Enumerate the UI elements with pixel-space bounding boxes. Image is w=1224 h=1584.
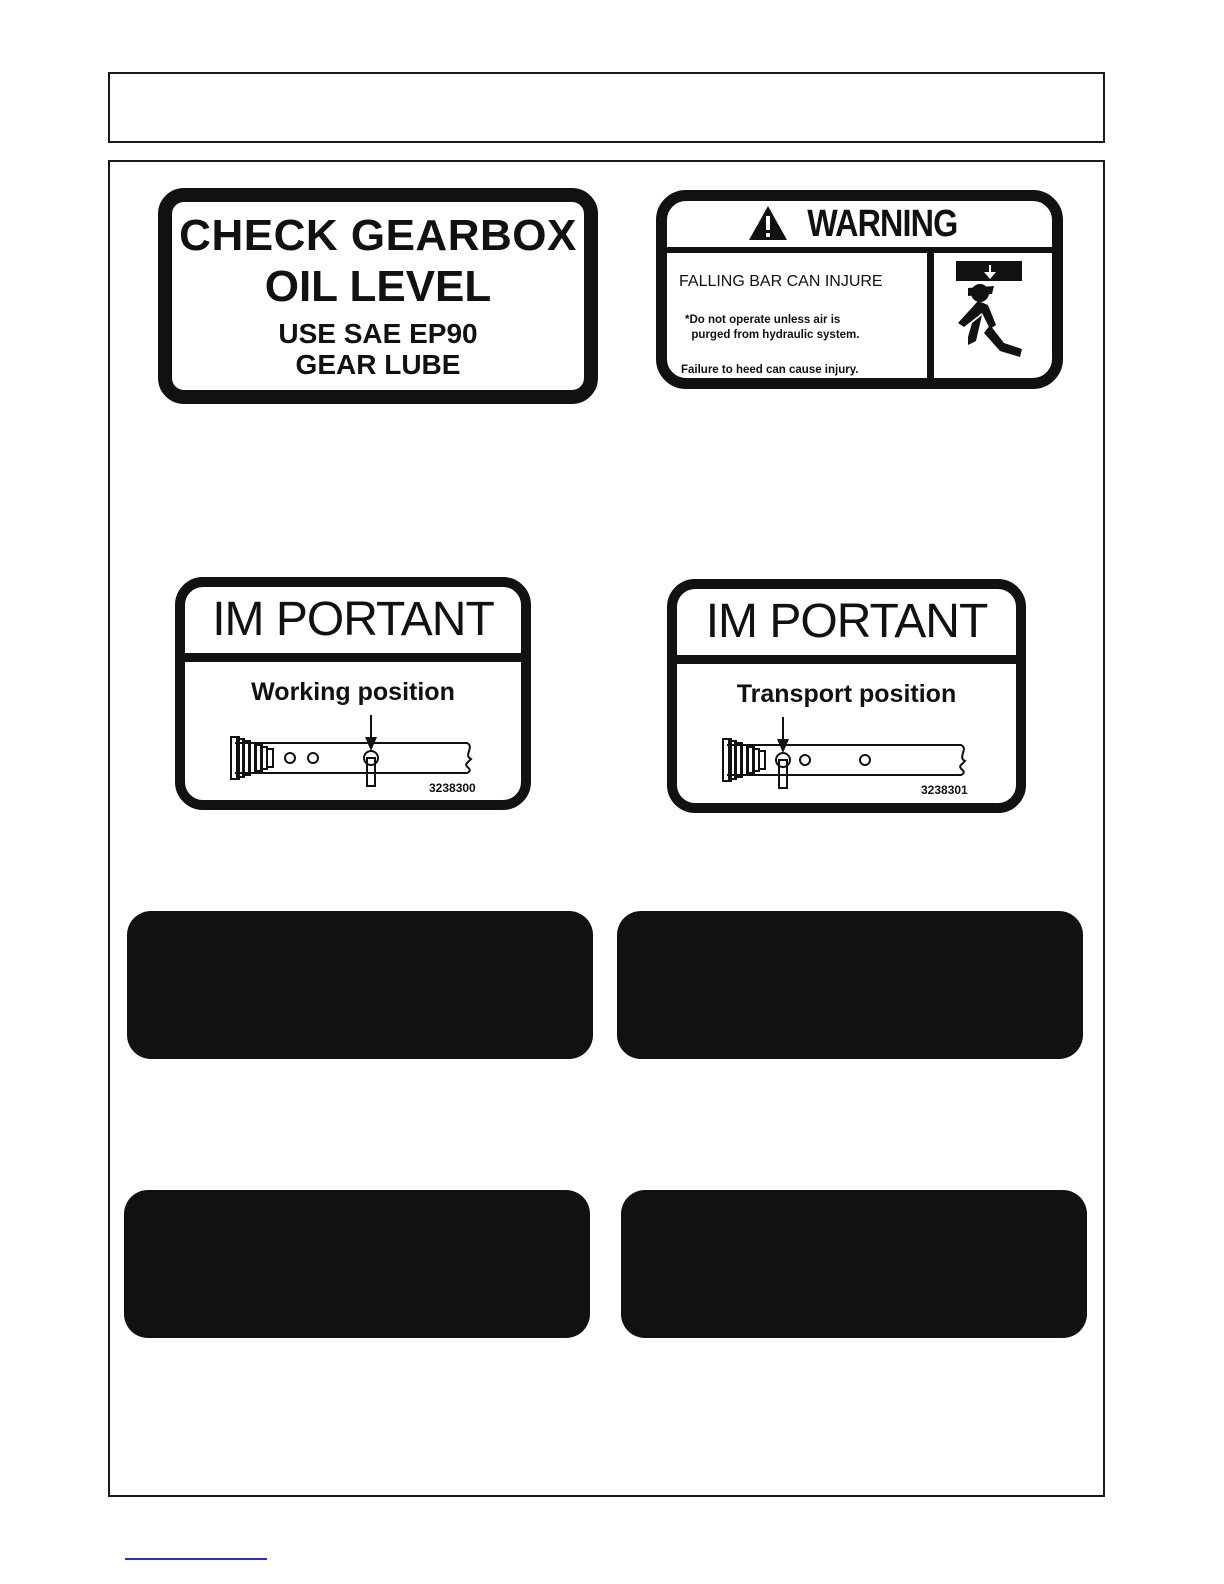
working-subtitle: Working position	[251, 678, 455, 706]
warning-divider	[927, 253, 934, 378]
falling-bar-hazard-icon	[934, 253, 1048, 378]
black-decal-panel-4	[621, 1190, 1087, 1338]
decal-important-working	[175, 577, 531, 810]
gearbox-line-2: OIL LEVEL	[264, 262, 492, 311]
gearbox-line-3: USE SAE EP90	[278, 318, 478, 349]
warning-triangle-icon	[748, 205, 788, 241]
header-box	[108, 72, 1105, 143]
transport-part-number: 3238301	[921, 783, 968, 797]
warning-body	[667, 253, 927, 378]
warning-instruction: *Do not operate unless air is purged from hydraulic system.	[685, 314, 860, 341]
warning-part-number: 3238311	[986, 379, 1013, 386]
warning-consequence: Failure to heed can cause injury.	[681, 364, 859, 376]
transport-subtitle: Transport position	[736, 680, 957, 708]
transport-title: IM PORTANT	[705, 595, 988, 648]
warning-hazard: FALLING BAR CAN INJURE	[679, 273, 883, 290]
working-part-number: 3238300	[429, 781, 476, 795]
warning-header	[667, 201, 1052, 253]
black-decal-panel-1	[127, 911, 593, 1059]
working-header	[185, 587, 521, 662]
warning-pictogram	[934, 253, 1052, 386]
working-title: IM PORTANT	[212, 593, 494, 646]
black-decal-panel-2	[617, 911, 1083, 1059]
footer-link-underline[interactable]	[125, 1558, 267, 1560]
decal-check-gearbox	[158, 188, 598, 404]
transport-header	[677, 589, 1016, 664]
decal-important-transport	[667, 579, 1026, 813]
black-decal-panel-3	[124, 1190, 590, 1338]
decal-warning	[656, 190, 1063, 389]
gearbox-line-1: CHECK GEARBOX	[179, 211, 577, 260]
gearbox-line-4: GEAR LUBE	[295, 349, 461, 380]
warning-title: WARNING	[807, 203, 958, 245]
